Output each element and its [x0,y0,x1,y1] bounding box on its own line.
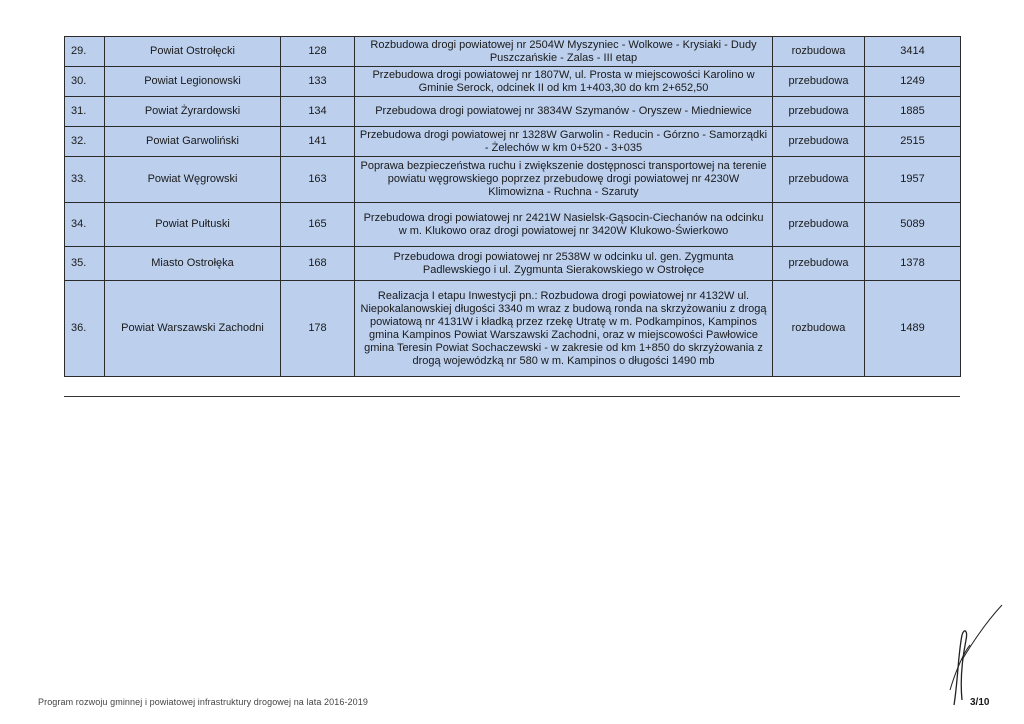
task-type: przebudowa [773,203,865,247]
table-row [65,67,961,97]
task-value: 5089 [865,203,961,247]
task-description: Przebudowa drogi powiatowej nr 2538W w odcinku ul. gen. Zygmunta Padlewskiego i ul. Zygmunta Sierakowskiego w Ostrołęce [355,247,773,281]
task-value: 1249 [865,67,961,97]
task-type: przebudowa [773,97,865,127]
task-type: przebudowa [773,157,865,203]
task-value: 1957 [865,157,961,203]
row-number: 32. [65,127,105,157]
county-name: Powiat Żyrardowski [105,97,281,127]
county-name: Powiat Garwoliński [105,127,281,157]
task-value: 1489 [865,281,961,377]
task-description: Przebudowa drogi powiatowej nr 3834W Szymanów - Oryszew - Miedniewice [355,97,773,127]
row-number: 34. [65,203,105,247]
task-value: 3414 [865,37,961,67]
table-row [65,97,961,127]
position-code: 141 [281,127,355,157]
task-description: Realizacja I etapu Inwestycji pn.: Rozbudowa drogi powiatowej nr 4132W ul. Niepokalanowskiej długości 3340 m wraz z budową ronda na skrzyżowaniu z drogą powiatową nr 4131W i kładką przez rzekę Utratę w m. Podkampinos, Kampinos gmina Kampinos Powiat Warszawski Zachodni, oraz w miejscowości Pawłowice gmina Teresin Powiat Sochaczewski - w zakresie od km 1+850 do skrzyżowania z drogą wojewódzką nr 580 w m. Kampinos o długości 1490 mb [355,281,773,377]
county-name: Powiat Ostrołęcki [105,37,281,67]
row-number: 36. [65,281,105,377]
position-code: 178 [281,281,355,377]
county-name: Powiat Pułtuski [105,203,281,247]
task-value: 2515 [865,127,961,157]
position-code: 163 [281,157,355,203]
position-code: 133 [281,67,355,97]
table-row [65,157,961,203]
row-number: 35. [65,247,105,281]
table-row [65,281,961,377]
task-type: przebudowa [773,67,865,97]
table-row [65,203,961,247]
row-number: 31. [65,97,105,127]
task-type: rozbudowa [773,281,865,377]
investment-table [64,36,961,377]
position-code: 128 [281,37,355,67]
footer-program-title: Program rozwoju gminnej i powiatowej infrastruktury drogowej na lata 2016-2019 [38,697,368,707]
separator-line [64,396,960,397]
task-description: Przebudowa drogi powiatowej nr 1328W Garwolin - Reducin - Górzno - Samorządki - Żelechów w km 0+520 - 3+035 [355,127,773,157]
task-type: rozbudowa [773,37,865,67]
county-name: Powiat Węgrowski [105,157,281,203]
county-name: Miasto Ostrołęka [105,247,281,281]
task-value: 1885 [865,97,961,127]
task-type: przebudowa [773,247,865,281]
task-description: Poprawa bezpieczeństwa ruchu i zwiększenie dostępnosci transportowej na terenie powiatu węgrowskiego poprzez przebudowę drogi powiatowej nr 4230W Klimowizna - Ruchna - Szaruty [355,157,773,203]
table-row [65,247,961,281]
position-code: 168 [281,247,355,281]
task-description: Rozbudowa drogi powiatowej nr 2504W Myszyniec - Wolkowe - Krysiaki - Dudy Puszczańskie - Zalas - III etap [355,37,773,67]
county-name: Powiat Warszawski Zachodni [105,281,281,377]
row-number: 29. [65,37,105,67]
row-number: 33. [65,157,105,203]
row-number: 30. [65,67,105,97]
task-type: przebudowa [773,127,865,157]
county-name: Powiat Legionowski [105,67,281,97]
table-row [65,127,961,157]
table-row [65,37,961,67]
position-code: 165 [281,203,355,247]
position-code: 134 [281,97,355,127]
page-number: 3/10 [970,697,990,708]
task-description: Przebudowa drogi powiatowej nr 2421W Nasielsk-Gąsocin-Ciechanów na odcinku w m. Klukowo oraz drogi powiatowej nr 3420W Klukowo-Świerkowo [355,203,773,247]
task-value: 1378 [865,247,961,281]
task-description: Przebudowa drogi powiatowej nr 1807W, ul. Prosta w miejscowości Karolino w Gminie Serock, odcinek II od km 1+403,30 do km 2+652,50 [355,67,773,97]
